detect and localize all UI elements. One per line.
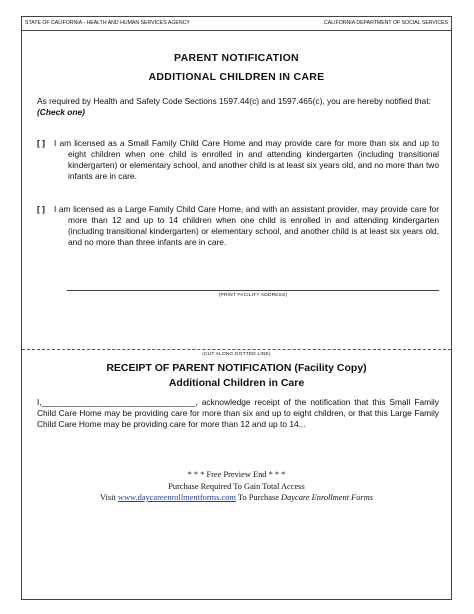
department-label: CALIFORNIA DEPARTMENT OF SOCIAL SERVICES xyxy=(324,20,448,26)
option-large-family xyxy=(37,204,439,248)
form-page xyxy=(21,16,452,600)
receipt-paragraph: I,_________________________________, acknowledge receipt of the notification that this Small Family Child Care Home may be providing care for more than six and up to eight children, or that this Large Family Child Care Home may be providing care for more than 12 and up to 14... xyxy=(37,397,439,429)
facility-address-label: (PRINT FACILITY ADDRESS) xyxy=(218,293,288,298)
preview-notice xyxy=(22,469,451,504)
facility-address-line[interactable] xyxy=(67,290,439,291)
checkbox-small-family[interactable]: [ ] xyxy=(37,138,45,148)
option-small-family xyxy=(37,138,439,182)
purchase-required-text: Purchase Required To Gain Total Access xyxy=(168,481,305,491)
check-one-label: (Check one) xyxy=(37,107,85,117)
visit-text: Visit xyxy=(100,493,118,502)
receipt-title: RECEIPT OF PARENT NOTIFICATION (Facility Copy) xyxy=(106,362,367,374)
checkbox-large-family[interactable]: [ ] xyxy=(37,204,45,214)
brand-name: Daycare Enrollment Forms xyxy=(281,493,373,502)
page-subtitle: ADDITIONAL CHILDREN IN CARE xyxy=(148,71,325,83)
receipt-subtitle: Additional Children in Care xyxy=(168,377,305,389)
visit-line xyxy=(22,492,451,504)
option-large-family-text: I am licensed as a Large Family Child Care Home, and with an assistant provider, may provide care for more than 12 and up to 14 children when one child is enrolled in and attending kindergarten (including transitional kindergarten) or elementary school, and another child is at least six years old, and no more than three infants are in care. xyxy=(54,204,439,247)
form-header xyxy=(22,17,451,31)
to-purchase-text: To Purchase xyxy=(235,493,282,502)
preview-end-text: * * * Free Preview End * * * xyxy=(187,470,286,479)
intro-text: As required by Health and Safety Code Sections 1597.44(c) and 1597.465(c), you are hereby notified that: xyxy=(37,96,431,106)
agency-label: STATE OF CALIFORNIA - HEALTH AND HUMAN SERVICES AGENCY xyxy=(25,20,190,26)
website-link[interactable]: www.daycareenrollmentforms.com xyxy=(117,493,236,502)
cut-dotted-line xyxy=(22,349,451,350)
option-small-family-text: I am licensed as a Small Family Child Care Home and may provide care for more than six and up to eight children when one child is enrolled in and attending kindergarten (including transitional kindergarten) or elementary school, and another child is at least six years old, and no more than two infants are in care. xyxy=(54,138,439,181)
cut-label: (CUT ALONG DOTTED LINE) xyxy=(202,352,271,357)
intro-paragraph xyxy=(37,96,437,118)
page-title: PARENT NOTIFICATION xyxy=(174,52,299,64)
